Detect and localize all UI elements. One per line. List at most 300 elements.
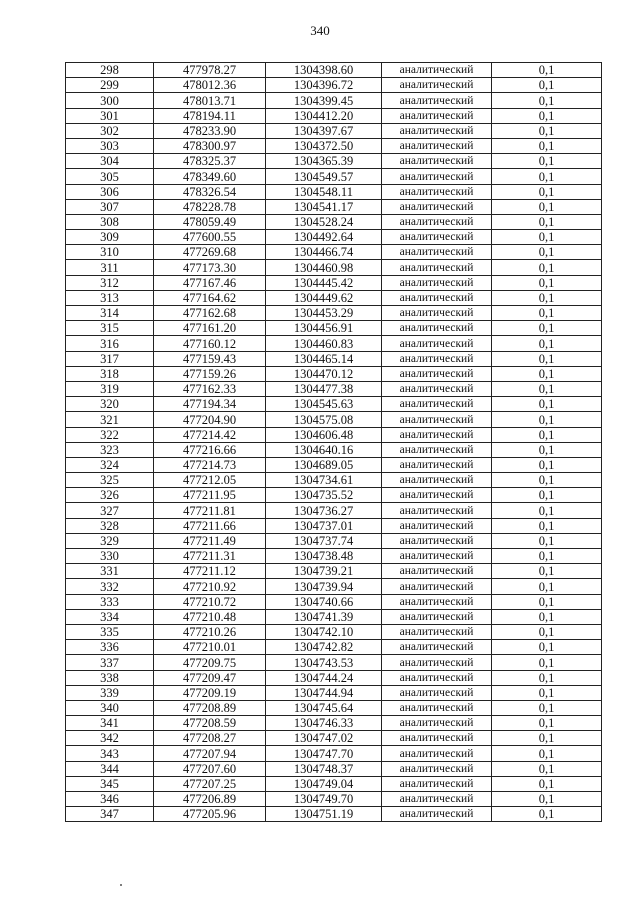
- accuracy-cell: 0,1: [492, 655, 602, 670]
- y-coordinate-cell: 1304734.61: [266, 473, 382, 488]
- x-coordinate-cell: 477209.19: [154, 685, 266, 700]
- y-coordinate-cell: 1304492.64: [266, 230, 382, 245]
- x-coordinate-cell: 477210.01: [154, 640, 266, 655]
- x-coordinate-cell: 477204.90: [154, 412, 266, 427]
- table-row: [66, 351, 602, 366]
- accuracy-cell: 0,1: [492, 397, 602, 412]
- point-number-cell: 336: [66, 640, 154, 655]
- point-number-cell: 322: [66, 427, 154, 442]
- y-coordinate-cell: 1304738.48: [266, 549, 382, 564]
- table-row: [66, 716, 602, 731]
- table-row: [66, 336, 602, 351]
- method-cell: аналитический: [382, 473, 492, 488]
- method-cell: аналитический: [382, 640, 492, 655]
- x-coordinate-cell: 477159.43: [154, 351, 266, 366]
- accuracy-cell: 0,1: [492, 731, 602, 746]
- point-number-cell: 315: [66, 321, 154, 336]
- x-coordinate-cell: 477208.59: [154, 716, 266, 731]
- y-coordinate-cell: 1304742.82: [266, 640, 382, 655]
- y-coordinate-cell: 1304748.37: [266, 761, 382, 776]
- table-row: [66, 138, 602, 153]
- point-number-cell: 339: [66, 685, 154, 700]
- method-cell: аналитический: [382, 260, 492, 275]
- table-row: [66, 473, 602, 488]
- table-row: [66, 78, 602, 93]
- accuracy-cell: 0,1: [492, 457, 602, 472]
- table-row: [66, 245, 602, 260]
- table-row: [66, 290, 602, 305]
- method-cell: аналитический: [382, 366, 492, 381]
- table-row: [66, 792, 602, 807]
- x-coordinate-cell: 478194.11: [154, 108, 266, 123]
- table-row: [66, 776, 602, 791]
- method-cell: аналитический: [382, 670, 492, 685]
- coordinates-table: [65, 62, 602, 822]
- x-coordinate-cell: 477211.95: [154, 488, 266, 503]
- y-coordinate-cell: 1304412.20: [266, 108, 382, 123]
- y-coordinate-cell: 1304749.04: [266, 776, 382, 791]
- point-number-cell: 320: [66, 397, 154, 412]
- method-cell: аналитический: [382, 290, 492, 305]
- x-coordinate-cell: 477207.25: [154, 776, 266, 791]
- y-coordinate-cell: 1304460.98: [266, 260, 382, 275]
- table-row: [66, 488, 602, 503]
- table-row: [66, 427, 602, 442]
- method-cell: аналитический: [382, 138, 492, 153]
- x-coordinate-cell: 477207.94: [154, 746, 266, 761]
- y-coordinate-cell: 1304365.39: [266, 154, 382, 169]
- y-coordinate-cell: 1304743.53: [266, 655, 382, 670]
- x-coordinate-cell: 477600.55: [154, 230, 266, 245]
- accuracy-cell: 0,1: [492, 108, 602, 123]
- x-coordinate-cell: 477214.73: [154, 457, 266, 472]
- table-row: [66, 761, 602, 776]
- y-coordinate-cell: 1304575.08: [266, 412, 382, 427]
- point-number-cell: 317: [66, 351, 154, 366]
- point-number-cell: 306: [66, 184, 154, 199]
- point-number-cell: 300: [66, 93, 154, 108]
- method-cell: аналитический: [382, 564, 492, 579]
- method-cell: аналитический: [382, 63, 492, 78]
- accuracy-cell: 0,1: [492, 123, 602, 138]
- y-coordinate-cell: 1304742.10: [266, 624, 382, 639]
- accuracy-cell: 0,1: [492, 564, 602, 579]
- table-row: [66, 640, 602, 655]
- x-coordinate-cell: 478325.37: [154, 154, 266, 169]
- point-number-cell: 309: [66, 230, 154, 245]
- accuracy-cell: 0,1: [492, 412, 602, 427]
- y-coordinate-cell: 1304528.24: [266, 214, 382, 229]
- table-row: [66, 457, 602, 472]
- accuracy-cell: 0,1: [492, 138, 602, 153]
- method-cell: аналитический: [382, 306, 492, 321]
- method-cell: аналитический: [382, 594, 492, 609]
- point-number-cell: 328: [66, 518, 154, 533]
- method-cell: аналитический: [382, 123, 492, 138]
- y-coordinate-cell: 1304477.38: [266, 381, 382, 396]
- point-number-cell: 345: [66, 776, 154, 791]
- x-coordinate-cell: 477209.47: [154, 670, 266, 685]
- point-number-cell: 298: [66, 63, 154, 78]
- table-row: [66, 685, 602, 700]
- x-coordinate-cell: 477210.92: [154, 579, 266, 594]
- x-coordinate-cell: 477211.49: [154, 533, 266, 548]
- accuracy-cell: 0,1: [492, 473, 602, 488]
- accuracy-cell: 0,1: [492, 503, 602, 518]
- accuracy-cell: 0,1: [492, 488, 602, 503]
- point-number-cell: 343: [66, 746, 154, 761]
- y-coordinate-cell: 1304460.83: [266, 336, 382, 351]
- x-coordinate-cell: 478013.71: [154, 93, 266, 108]
- y-coordinate-cell: 1304747.70: [266, 746, 382, 761]
- method-cell: аналитический: [382, 412, 492, 427]
- x-coordinate-cell: 478233.90: [154, 123, 266, 138]
- y-coordinate-cell: 1304453.29: [266, 306, 382, 321]
- accuracy-cell: 0,1: [492, 594, 602, 609]
- table-row: [66, 381, 602, 396]
- table-row: [66, 579, 602, 594]
- point-number-cell: 330: [66, 549, 154, 564]
- table-row: [66, 594, 602, 609]
- method-cell: аналитический: [382, 442, 492, 457]
- x-coordinate-cell: 477211.66: [154, 518, 266, 533]
- y-coordinate-cell: 1304735.52: [266, 488, 382, 503]
- table-row: [66, 214, 602, 229]
- accuracy-cell: 0,1: [492, 624, 602, 639]
- table-row: [66, 397, 602, 412]
- accuracy-cell: 0,1: [492, 245, 602, 260]
- x-coordinate-cell: 477210.26: [154, 624, 266, 639]
- accuracy-cell: 0,1: [492, 442, 602, 457]
- accuracy-cell: 0,1: [492, 746, 602, 761]
- point-number-cell: 331: [66, 564, 154, 579]
- point-number-cell: 310: [66, 245, 154, 260]
- x-coordinate-cell: 477214.42: [154, 427, 266, 442]
- point-number-cell: 329: [66, 533, 154, 548]
- point-number-cell: 341: [66, 716, 154, 731]
- table-row: [66, 230, 602, 245]
- method-cell: аналитический: [382, 184, 492, 199]
- y-coordinate-cell: 1304606.48: [266, 427, 382, 442]
- table-row: [66, 670, 602, 685]
- method-cell: аналитический: [382, 78, 492, 93]
- accuracy-cell: 0,1: [492, 336, 602, 351]
- method-cell: аналитический: [382, 230, 492, 245]
- method-cell: аналитический: [382, 488, 492, 503]
- table-row: [66, 412, 602, 427]
- method-cell: аналитический: [382, 731, 492, 746]
- point-number-cell: 333: [66, 594, 154, 609]
- method-cell: аналитический: [382, 776, 492, 791]
- x-coordinate-cell: 477164.62: [154, 290, 266, 305]
- accuracy-cell: 0,1: [492, 260, 602, 275]
- table-row: [66, 321, 602, 336]
- method-cell: аналитический: [382, 457, 492, 472]
- method-cell: аналитический: [382, 108, 492, 123]
- point-number-cell: 340: [66, 700, 154, 715]
- method-cell: аналитический: [382, 518, 492, 533]
- y-coordinate-cell: 1304541.17: [266, 199, 382, 214]
- point-number-cell: 307: [66, 199, 154, 214]
- page-number: 340: [310, 23, 330, 38]
- x-coordinate-cell: 477212.05: [154, 473, 266, 488]
- accuracy-cell: 0,1: [492, 685, 602, 700]
- y-coordinate-cell: 1304640.16: [266, 442, 382, 457]
- table-row: [66, 93, 602, 108]
- x-coordinate-cell: 477210.48: [154, 609, 266, 624]
- y-coordinate-cell: 1304747.02: [266, 731, 382, 746]
- method-cell: аналитический: [382, 533, 492, 548]
- method-cell: аналитический: [382, 351, 492, 366]
- method-cell: аналитический: [382, 609, 492, 624]
- point-number-cell: 305: [66, 169, 154, 184]
- table-row: [66, 275, 602, 290]
- point-number-cell: 323: [66, 442, 154, 457]
- y-coordinate-cell: 1304689.05: [266, 457, 382, 472]
- point-number-cell: 303: [66, 138, 154, 153]
- method-cell: аналитический: [382, 549, 492, 564]
- method-cell: аналитический: [382, 624, 492, 639]
- x-coordinate-cell: 477209.75: [154, 655, 266, 670]
- x-coordinate-cell: 477207.60: [154, 761, 266, 776]
- y-coordinate-cell: 1304465.14: [266, 351, 382, 366]
- table-row: [66, 533, 602, 548]
- method-cell: аналитический: [382, 199, 492, 214]
- point-number-cell: 327: [66, 503, 154, 518]
- x-coordinate-cell: 477211.12: [154, 564, 266, 579]
- method-cell: аналитический: [382, 336, 492, 351]
- accuracy-cell: 0,1: [492, 761, 602, 776]
- point-number-cell: 301: [66, 108, 154, 123]
- accuracy-cell: 0,1: [492, 640, 602, 655]
- point-number-cell: 308: [66, 214, 154, 229]
- point-number-cell: 299: [66, 78, 154, 93]
- table-row: [66, 123, 602, 138]
- accuracy-cell: 0,1: [492, 518, 602, 533]
- accuracy-cell: 0,1: [492, 792, 602, 807]
- x-coordinate-cell: 478349.60: [154, 169, 266, 184]
- y-coordinate-cell: 1304545.63: [266, 397, 382, 412]
- x-coordinate-cell: 477211.81: [154, 503, 266, 518]
- accuracy-cell: 0,1: [492, 366, 602, 381]
- y-coordinate-cell: 1304399.45: [266, 93, 382, 108]
- method-cell: аналитический: [382, 716, 492, 731]
- table-row: [66, 260, 602, 275]
- method-cell: аналитический: [382, 700, 492, 715]
- point-number-cell: 325: [66, 473, 154, 488]
- point-number-cell: 318: [66, 366, 154, 381]
- accuracy-cell: 0,1: [492, 670, 602, 685]
- method-cell: аналитический: [382, 503, 492, 518]
- x-coordinate-cell: 477208.89: [154, 700, 266, 715]
- accuracy-cell: 0,1: [492, 199, 602, 214]
- point-number-cell: 344: [66, 761, 154, 776]
- x-coordinate-cell: 477211.31: [154, 549, 266, 564]
- scan-speck: [120, 884, 122, 886]
- y-coordinate-cell: 1304746.33: [266, 716, 382, 731]
- method-cell: аналитический: [382, 427, 492, 442]
- x-coordinate-cell: 478300.97: [154, 138, 266, 153]
- accuracy-cell: 0,1: [492, 275, 602, 290]
- point-number-cell: 312: [66, 275, 154, 290]
- y-coordinate-cell: 1304456.91: [266, 321, 382, 336]
- accuracy-cell: 0,1: [492, 807, 602, 822]
- point-number-cell: 319: [66, 381, 154, 396]
- x-coordinate-cell: 477194.34: [154, 397, 266, 412]
- accuracy-cell: 0,1: [492, 184, 602, 199]
- x-coordinate-cell: 478228.78: [154, 199, 266, 214]
- table-row: [66, 807, 602, 822]
- table-row: [66, 503, 602, 518]
- accuracy-cell: 0,1: [492, 290, 602, 305]
- point-number-cell: 316: [66, 336, 154, 351]
- accuracy-cell: 0,1: [492, 579, 602, 594]
- method-cell: аналитический: [382, 381, 492, 396]
- accuracy-cell: 0,1: [492, 321, 602, 336]
- y-coordinate-cell: 1304744.24: [266, 670, 382, 685]
- table-body: [66, 63, 602, 822]
- method-cell: аналитический: [382, 321, 492, 336]
- method-cell: аналитический: [382, 579, 492, 594]
- point-number-cell: 338: [66, 670, 154, 685]
- point-number-cell: 302: [66, 123, 154, 138]
- x-coordinate-cell: 478059.49: [154, 214, 266, 229]
- method-cell: аналитический: [382, 746, 492, 761]
- point-number-cell: 335: [66, 624, 154, 639]
- method-cell: аналитический: [382, 93, 492, 108]
- y-coordinate-cell: 1304549.57: [266, 169, 382, 184]
- accuracy-cell: 0,1: [492, 351, 602, 366]
- table-row: [66, 731, 602, 746]
- table-row: [66, 108, 602, 123]
- table-row: [66, 366, 602, 381]
- method-cell: аналитический: [382, 685, 492, 700]
- y-coordinate-cell: 1304739.94: [266, 579, 382, 594]
- x-coordinate-cell: 478326.54: [154, 184, 266, 199]
- y-coordinate-cell: 1304745.64: [266, 700, 382, 715]
- table-row: [66, 306, 602, 321]
- accuracy-cell: 0,1: [492, 78, 602, 93]
- method-cell: аналитический: [382, 214, 492, 229]
- table-row: [66, 655, 602, 670]
- table-row: [66, 154, 602, 169]
- x-coordinate-cell: 477210.72: [154, 594, 266, 609]
- point-number-cell: 347: [66, 807, 154, 822]
- x-coordinate-cell: 477160.12: [154, 336, 266, 351]
- accuracy-cell: 0,1: [492, 533, 602, 548]
- table-row: [66, 549, 602, 564]
- x-coordinate-cell: 477206.89: [154, 792, 266, 807]
- point-number-cell: 334: [66, 609, 154, 624]
- y-coordinate-cell: 1304548.11: [266, 184, 382, 199]
- accuracy-cell: 0,1: [492, 716, 602, 731]
- y-coordinate-cell: 1304445.42: [266, 275, 382, 290]
- accuracy-cell: 0,1: [492, 381, 602, 396]
- point-number-cell: 313: [66, 290, 154, 305]
- y-coordinate-cell: 1304449.62: [266, 290, 382, 305]
- point-number-cell: 311: [66, 260, 154, 275]
- accuracy-cell: 0,1: [492, 169, 602, 184]
- accuracy-cell: 0,1: [492, 609, 602, 624]
- y-coordinate-cell: 1304372.50: [266, 138, 382, 153]
- y-coordinate-cell: 1304398.60: [266, 63, 382, 78]
- method-cell: аналитический: [382, 655, 492, 670]
- accuracy-cell: 0,1: [492, 776, 602, 791]
- x-coordinate-cell: 477269.68: [154, 245, 266, 260]
- accuracy-cell: 0,1: [492, 306, 602, 321]
- x-coordinate-cell: 477978.27: [154, 63, 266, 78]
- method-cell: аналитический: [382, 275, 492, 290]
- x-coordinate-cell: 477162.68: [154, 306, 266, 321]
- method-cell: аналитический: [382, 245, 492, 260]
- accuracy-cell: 0,1: [492, 93, 602, 108]
- table-row: [66, 564, 602, 579]
- point-number-cell: 326: [66, 488, 154, 503]
- y-coordinate-cell: 1304744.94: [266, 685, 382, 700]
- accuracy-cell: 0,1: [492, 214, 602, 229]
- method-cell: аналитический: [382, 807, 492, 822]
- x-coordinate-cell: 477205.96: [154, 807, 266, 822]
- x-coordinate-cell: 478012.36: [154, 78, 266, 93]
- x-coordinate-cell: 477173.30: [154, 260, 266, 275]
- table-row: [66, 169, 602, 184]
- y-coordinate-cell: 1304737.01: [266, 518, 382, 533]
- y-coordinate-cell: 1304739.21: [266, 564, 382, 579]
- x-coordinate-cell: 477216.66: [154, 442, 266, 457]
- accuracy-cell: 0,1: [492, 154, 602, 169]
- x-coordinate-cell: 477208.27: [154, 731, 266, 746]
- point-number-cell: 324: [66, 457, 154, 472]
- y-coordinate-cell: 1304466.74: [266, 245, 382, 260]
- table-row: [66, 518, 602, 533]
- x-coordinate-cell: 477167.46: [154, 275, 266, 290]
- y-coordinate-cell: 1304396.72: [266, 78, 382, 93]
- method-cell: аналитический: [382, 792, 492, 807]
- method-cell: аналитический: [382, 154, 492, 169]
- point-number-cell: 332: [66, 579, 154, 594]
- point-number-cell: 314: [66, 306, 154, 321]
- table-row: [66, 442, 602, 457]
- accuracy-cell: 0,1: [492, 63, 602, 78]
- y-coordinate-cell: 1304741.39: [266, 609, 382, 624]
- y-coordinate-cell: 1304470.12: [266, 366, 382, 381]
- accuracy-cell: 0,1: [492, 700, 602, 715]
- table-row: [66, 700, 602, 715]
- point-number-cell: 321: [66, 412, 154, 427]
- method-cell: аналитический: [382, 761, 492, 776]
- y-coordinate-cell: 1304751.19: [266, 807, 382, 822]
- accuracy-cell: 0,1: [492, 427, 602, 442]
- point-number-cell: 342: [66, 731, 154, 746]
- table-row: [66, 624, 602, 639]
- x-coordinate-cell: 477159.26: [154, 366, 266, 381]
- method-cell: аналитический: [382, 397, 492, 412]
- table-row: [66, 199, 602, 214]
- table-row: [66, 609, 602, 624]
- accuracy-cell: 0,1: [492, 230, 602, 245]
- method-cell: аналитический: [382, 169, 492, 184]
- y-coordinate-cell: 1304397.67: [266, 123, 382, 138]
- point-number-cell: 337: [66, 655, 154, 670]
- table-row: [66, 184, 602, 199]
- table-row: [66, 63, 602, 78]
- y-coordinate-cell: 1304737.74: [266, 533, 382, 548]
- y-coordinate-cell: 1304749.70: [266, 792, 382, 807]
- accuracy-cell: 0,1: [492, 549, 602, 564]
- point-number-cell: 346: [66, 792, 154, 807]
- table-row: [66, 746, 602, 761]
- x-coordinate-cell: 477162.33: [154, 381, 266, 396]
